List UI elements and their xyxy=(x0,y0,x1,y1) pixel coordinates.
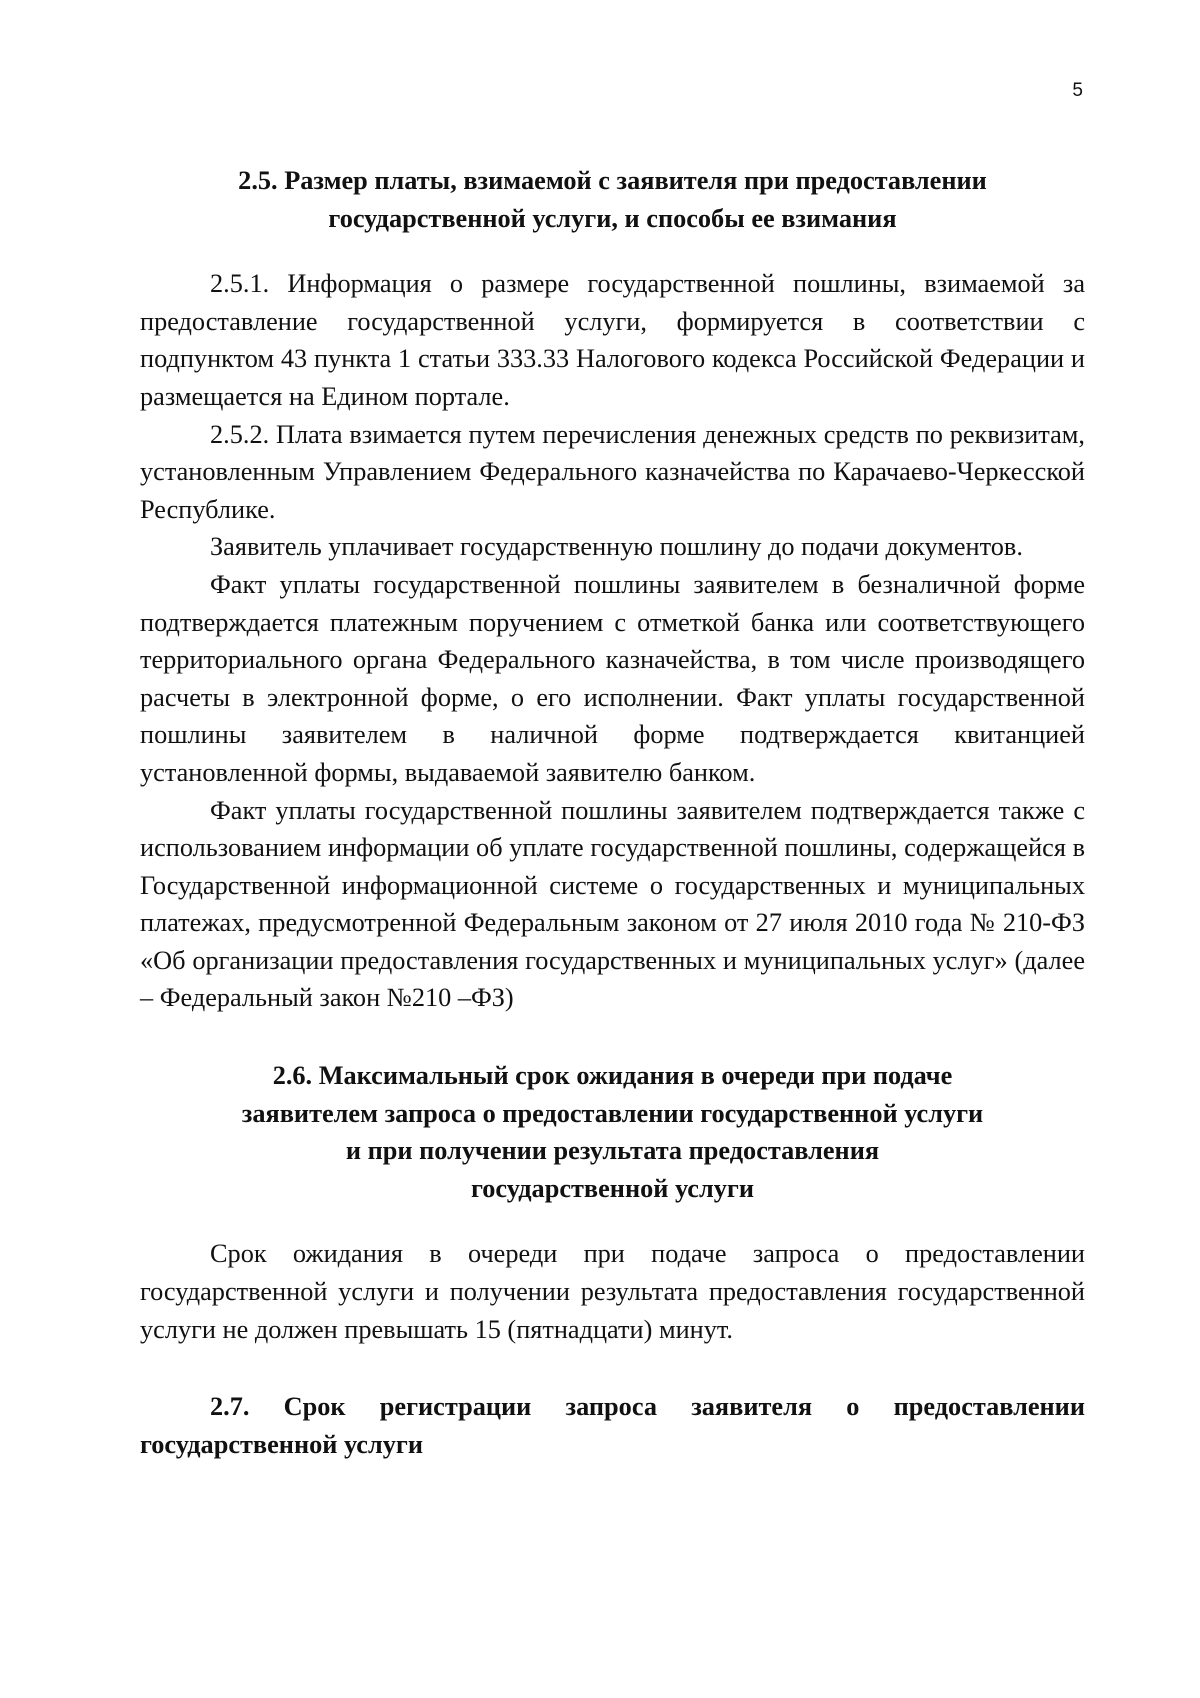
heading-line: 2.5. Размер платы, взимаемой с заявителя при предоставлении xyxy=(238,166,987,195)
paragraph-2-5-1: 2.5.1. Информация о размере государственной пошлины, взимаемой за предоставление государственной услуги, формируется в соответствии с подпунктом 43 пункта 1 статьи 333.33 Налогового кодекса Российской Федерации и размещается на Едином портале. xyxy=(140,269,1085,411)
heading-line: и при получении результата предоставления xyxy=(345,1136,880,1166)
heading-line: заявителем запроса о предоставлении государственной услуги xyxy=(241,1098,984,1128)
section-2-5-heading xyxy=(140,162,1085,237)
section-2-6-heading xyxy=(140,1057,1085,1207)
page-number: 5 xyxy=(1072,80,1083,101)
heading-line: 2.6. Максимальный срок ожидания в очереди при подаче xyxy=(272,1061,953,1091)
heading-line: государственной услуги, и способы ее взимания xyxy=(328,203,897,233)
paragraph-2-5-2: 2.5.2. Плата взимается путем перечисления денежных средств по реквизитам, установленным Управлением Федерального казначейства по Карачаево-Черкесской Республике. xyxy=(140,419,1085,524)
paragraph-applicant-pays: Заявитель уплачивает государственную пошлину до подачи документов. xyxy=(210,532,1023,562)
paragraph-gis-confirmation: Факт уплаты государственной пошлины заявителем подтверждается также с использованием информации об уплате государственной пошлины, содержащейся в Государственной информационной системе о государственных и муниципальных платежах, предусмотренной Федеральным законом от 27 июля 2010 года № 210-ФЗ «Об организации предоставления государственных и муниципальных услуг» (далее – Федеральный закон №210 –ФЗ) xyxy=(140,795,1085,1013)
page-content xyxy=(140,162,1085,1463)
section-2-7-heading: 2.7. Срок регистрации запроса заявителя о предоставлении государственной услуги xyxy=(140,1392,1085,1459)
paragraph-queue-time: Срок ожидания в очереди при подаче запроса о предоставлении государственной услуги и получении результата предоставления государственной услуги не должен превышать 15 (пятнадцати) минут. xyxy=(140,1239,1085,1344)
heading-line: государственной услуги xyxy=(471,1173,754,1203)
paragraph-payment-confirmation: Факт уплаты государственной пошлины заявителем в безналичной форме подтверждается платежным поручением с отметкой банка или соответствующего территориального органа Федерального казначейства, в том числе производящего расчеты в электронной форме, о его исполнении. Факт уплаты государственной пошлины заявителем в наличной форме подтверждается квитанцией установленной формы, выдаваемой заявителю банком. xyxy=(140,569,1085,787)
